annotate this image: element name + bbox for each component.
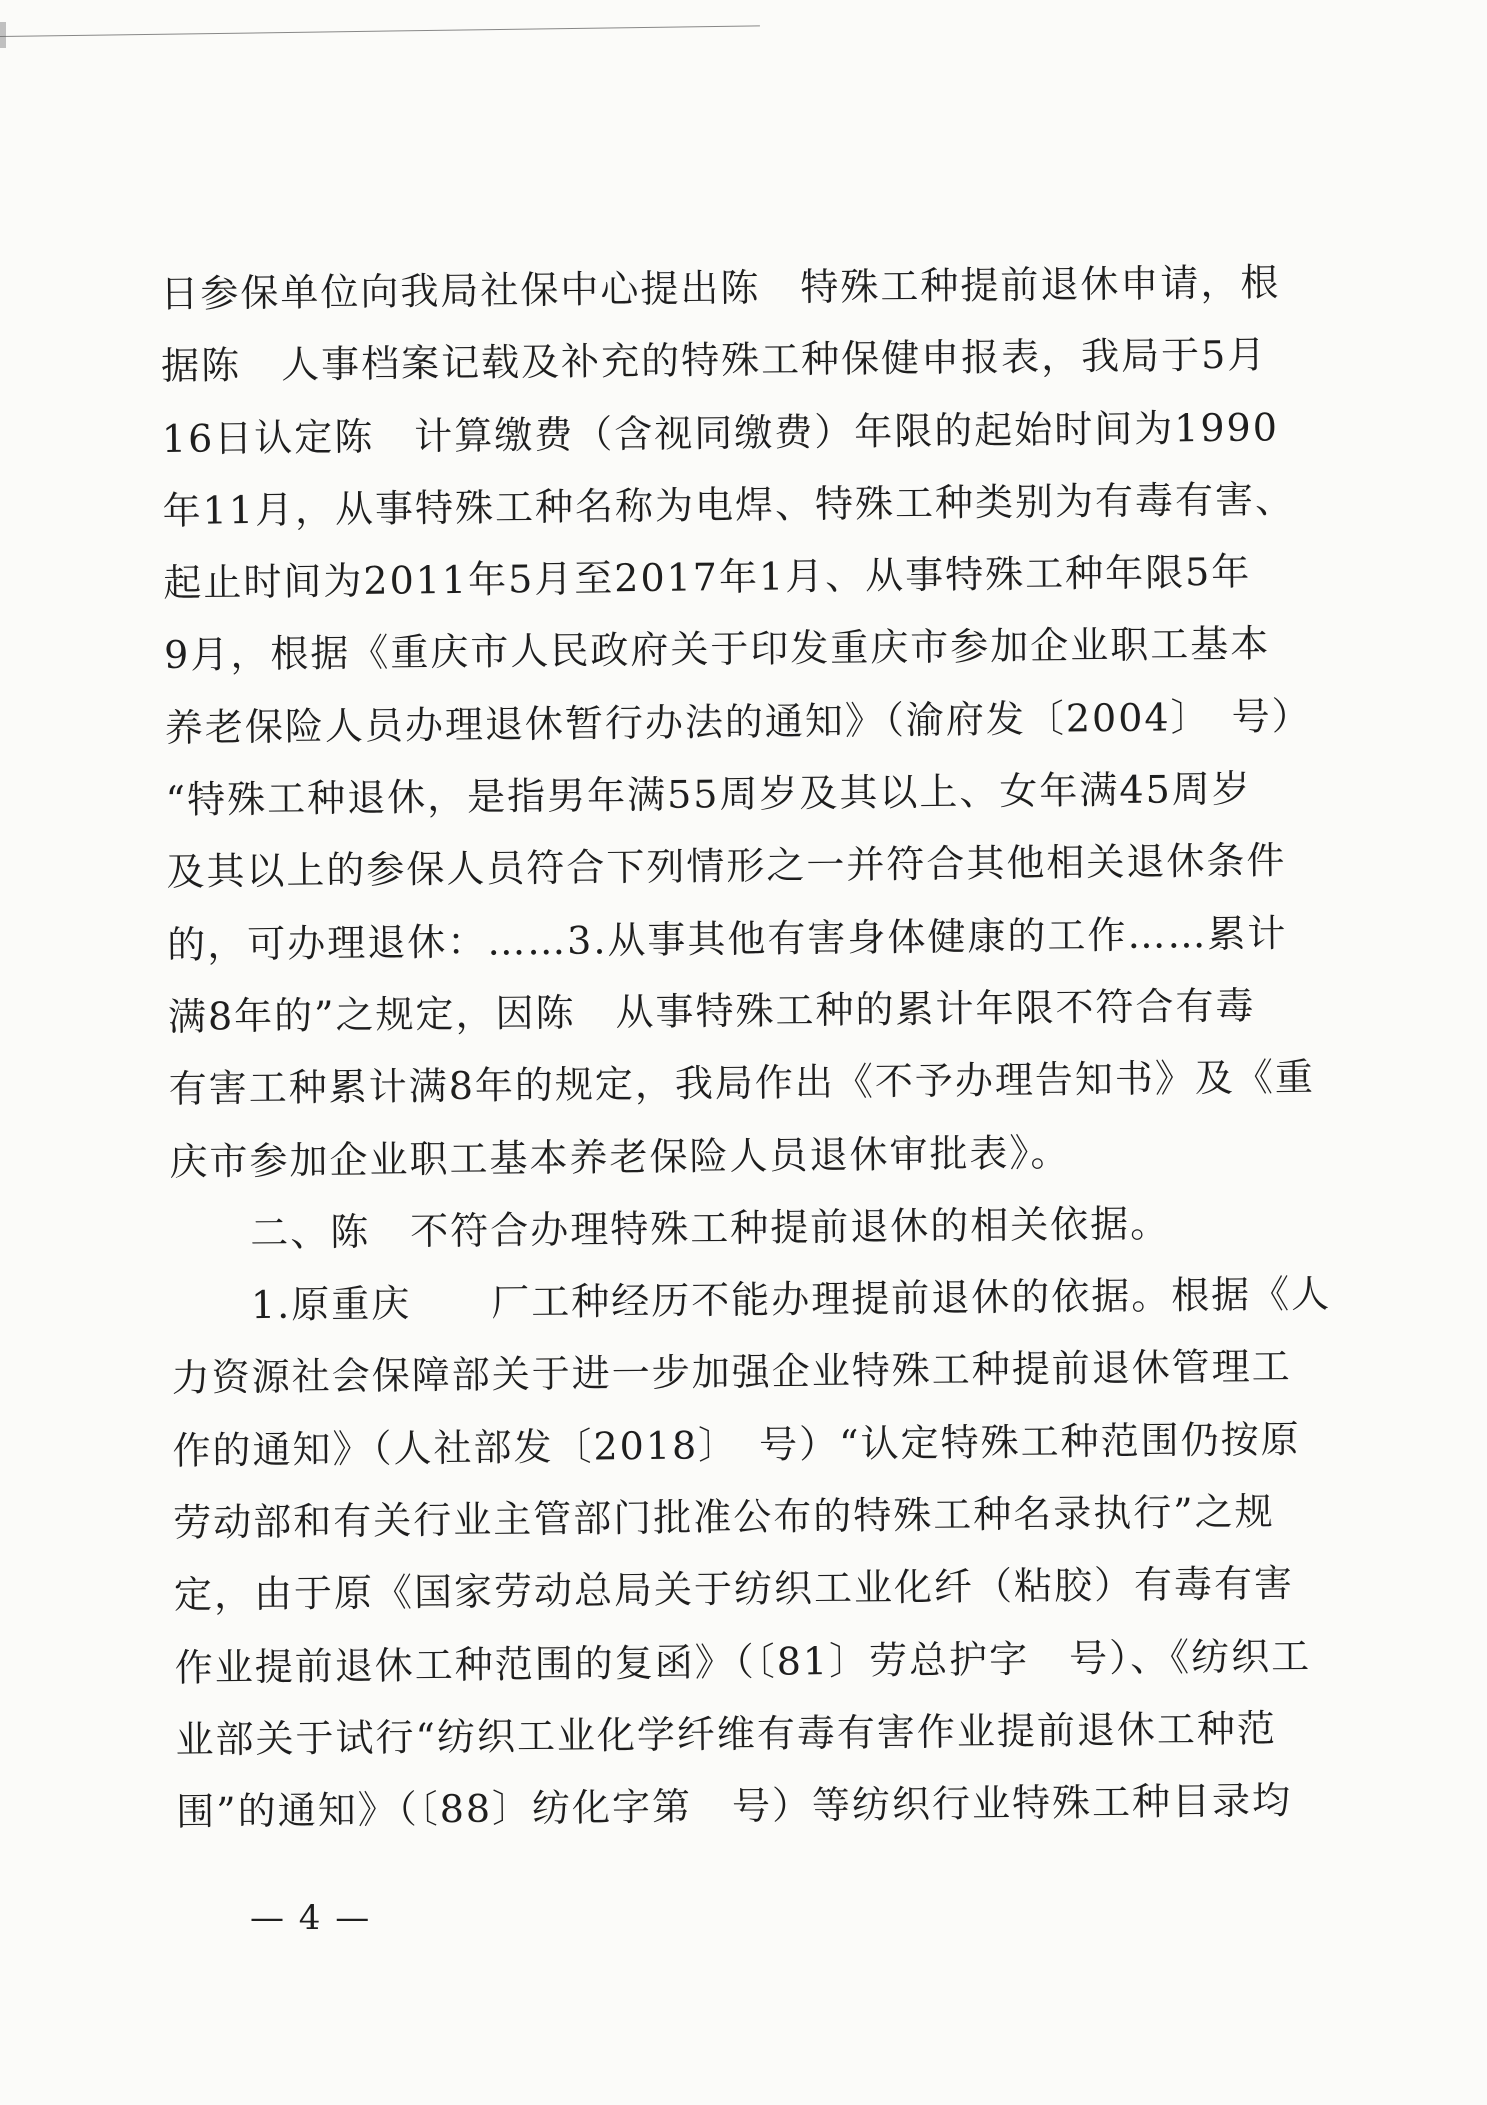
text-line: 1.原重庆 厂工种经历不能办理提前退休的依据。根据《人 xyxy=(170,1271,1332,1329)
section-heading: 二、陈 不符合办理特殊工种提前退休的相关依据。 xyxy=(169,1201,1171,1256)
text-line: 日参保单位向我局社保中心提出陈 特殊工种提前退休申请，根 xyxy=(160,260,1281,316)
text-line: 定，由于原《国家劳动总局关于纺织工业化纤（粘胶）有毒有害 xyxy=(173,1561,1295,1618)
text-line: 起止时间为2011年5月至2017年1月、从事特殊工种年限5年 xyxy=(163,549,1252,606)
text-line: 业部关于试行“纺织工业化学纤维有毒有害作业提前退休工种范 xyxy=(175,1706,1278,1762)
text-line: 16日认定陈 计算缴费（含视同缴费）年限的起始时间为1990 xyxy=(161,404,1280,461)
text-line: 围”的通知》（〔88〕纺化字第 号）等纺织行业特殊工种目录均 xyxy=(176,1778,1293,1835)
text-line: 劳动部和有关行业主管部门批准公布的特殊工种名录执行”之规 xyxy=(173,1489,1275,1545)
page-number: — 4 — xyxy=(250,1898,372,1938)
text-line: 力资源社会保障部关于进一步加强企业特殊工种提前退休管理工 xyxy=(171,1344,1292,1401)
text-line: 作的通知》（人社部发〔2018〕 号）“认定特殊工种范围仍按原 xyxy=(172,1416,1301,1473)
text-line: “特殊工种退休，是指男年满55周岁及其以上、女年满45周岁 xyxy=(165,766,1252,823)
text-line: 9月，根据《重庆市人民政府关于印发重庆市参加企业职工基本 xyxy=(163,621,1271,678)
text-line: 的，可办理退休：……3.从事其他有害身体健康的工作……累计 xyxy=(166,910,1288,967)
body-text xyxy=(160,246,1357,1849)
text-line: 年11月，从事特殊工种名称为电焊、特殊工种类别为有毒有害、 xyxy=(162,477,1296,533)
header-rule xyxy=(0,25,760,37)
text-line: 及其以上的参保人员符合下列情形之一并符合其他相关退休条件 xyxy=(166,838,1287,895)
text-line: 养老保险人员办理退休暂行办法的通知》（渝府发〔2004〕 号） xyxy=(164,693,1312,750)
text-line: 庆市参加企业职工基本养老保险人员退休审批表》。 xyxy=(169,1130,1071,1184)
text-line: 有害工种累计满8年的规定，我局作出《不予办理告知书》及《重 xyxy=(168,1055,1316,1112)
text-line: 据陈 人事档案记载及补充的特殊工种保健申报表，我局于5月 xyxy=(160,332,1268,389)
text-line: 满8年的”之规定，因陈 从事特殊工种的累计年限不符合有毒 xyxy=(167,983,1256,1039)
text-line: 作业提前退休工种范围的复函》（〔81〕劳总护字 号）、《纺织工 xyxy=(174,1633,1312,1690)
